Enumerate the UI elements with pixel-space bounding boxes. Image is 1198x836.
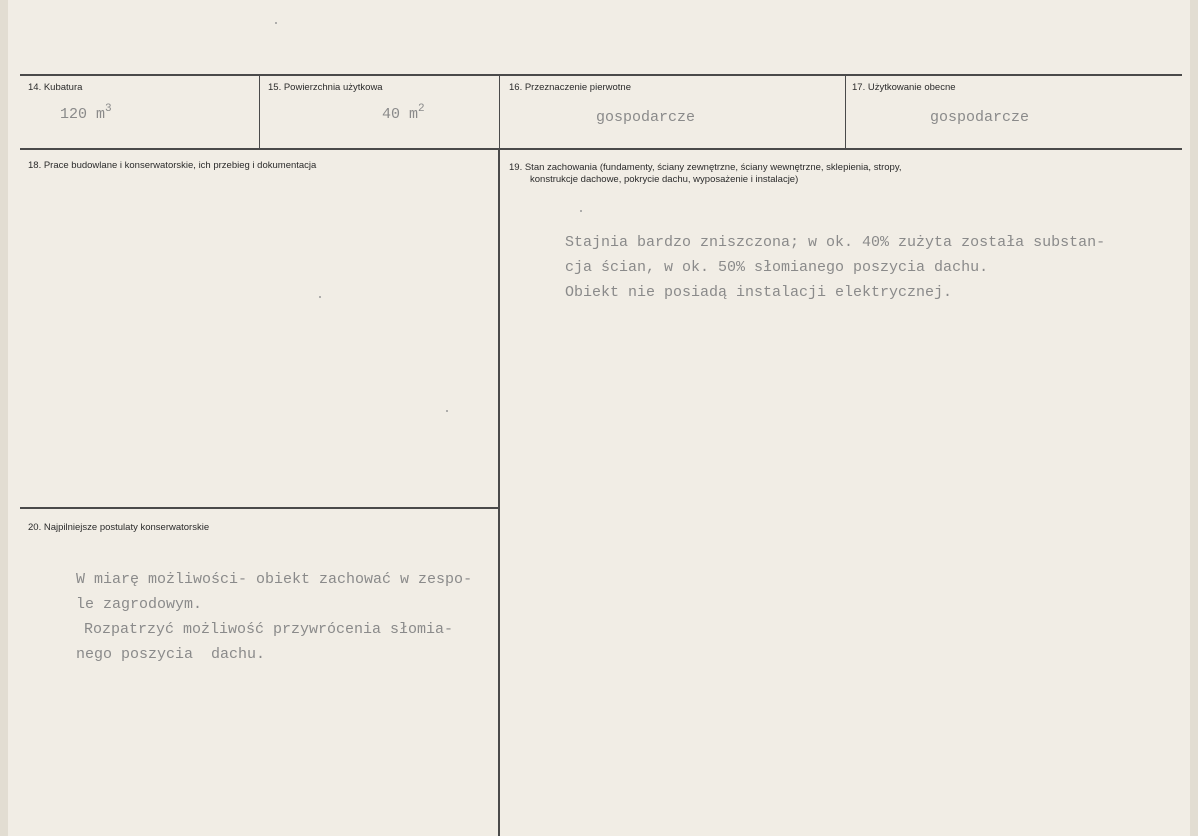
- stan-text-line: cja ścian, w ok. 50% słomianego poszycia dachu.: [565, 259, 989, 276]
- postulaty-text-line: nego poszycia dachu.: [76, 646, 266, 663]
- stan-label-line1: 19. Stan zachowania (fundamenty, ściany zewnętrzne, ściany wewnętrzne, sklepienia, stropy,: [509, 162, 902, 173]
- postulaty-text-line: Rozpatrzyć możliwość przywrócenia słomia-: [84, 621, 454, 638]
- stan-text-line: Obiekt nie posiadą instalacji elektrycznej.: [565, 284, 953, 301]
- uzytkowanie-label: 17. Użytkowanie obecne: [852, 82, 956, 93]
- przeznaczenie-value: gospodarcze: [596, 109, 696, 126]
- postulaty-label: 20. Najpilniejsze postulaty konserwatorskie: [28, 522, 210, 533]
- paper-speck: [580, 210, 582, 212]
- powierzchnia-label: 15. Powierzchnia użytkowa: [268, 82, 383, 93]
- rule-col-16-17: [845, 76, 846, 148]
- rule-col-15-16: [499, 76, 500, 148]
- rule-top: [20, 74, 1182, 76]
- rule-col-14-15: [259, 76, 260, 148]
- kubatura-value: [60, 104, 112, 127]
- kubatura-exponent: 3: [105, 103, 112, 115]
- postulaty-text-line: W miarę możliwości- obiekt zachować w zespo-: [76, 571, 473, 588]
- card-left-edge: [0, 0, 8, 836]
- stan-text-line: Stajnia bardzo zniszczona; w ok. 40% zużyta została substan-: [565, 234, 1106, 251]
- stan-label-line2: konstrukcje dachowe, pokrycie dachu, wyposażenie i instalacje): [530, 174, 799, 185]
- paper-speck: [275, 22, 277, 24]
- card-right-edge: [1190, 0, 1198, 836]
- rule-section20-top: [20, 507, 498, 509]
- kubatura-number: 120 m: [60, 106, 106, 123]
- powierzchnia-exponent: 2: [418, 103, 425, 115]
- prace-label: 18. Prace budowlane i konserwatorskie, ich przebieg i dokumentacja: [28, 160, 317, 171]
- postulaty-text-line: le zagrodowym.: [76, 596, 203, 613]
- paper-speck: [319, 296, 321, 298]
- przeznaczenie-label: 16. Przeznaczenie pierwotne: [509, 82, 631, 93]
- powierzchnia-value: [382, 104, 425, 127]
- powierzchnia-number: 40 m: [382, 106, 419, 123]
- uzytkowanie-value: gospodarcze: [930, 109, 1030, 126]
- rule-row1-bottom: [20, 148, 1182, 150]
- kubatura-label: 14. Kubatura: [28, 82, 83, 93]
- paper-speck: [446, 410, 448, 412]
- rule-center: [498, 150, 500, 836]
